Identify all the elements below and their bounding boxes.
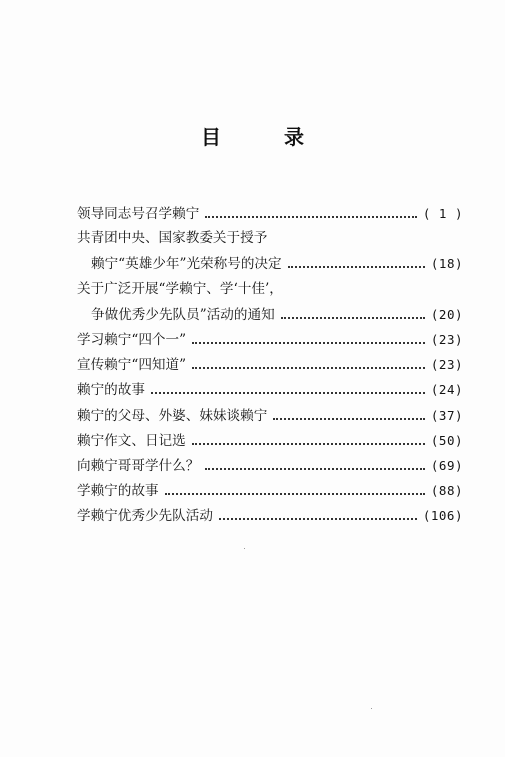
dot-leader: [192, 442, 425, 445]
toc-entry: [77, 377, 463, 402]
toc-entry: [77, 478, 463, 503]
dot-leader: [205, 467, 425, 470]
toc-entry: [77, 327, 463, 352]
toc-entry: [77, 201, 463, 226]
toc-entry-title: 关于广泛开展“学赖宁、学‘十佳’，: [77, 280, 283, 297]
toc-entry: [77, 428, 463, 453]
toc-entry-title: 争做优秀少先队员”活动的通知: [91, 306, 275, 323]
toc-entry-title: 赖宁作文、日记选: [77, 432, 186, 449]
dot-leader: [205, 215, 417, 218]
paper-speck: [244, 548, 245, 549]
table-of-contents: [77, 201, 463, 528]
toc-entry-page: (23): [430, 331, 463, 347]
dot-leader: [151, 391, 425, 394]
toc-entry-page: (20): [430, 306, 463, 322]
toc-entry-title: 学习赖宁“四个一”: [77, 331, 187, 348]
toc-entry: [77, 403, 463, 428]
toc-entry: [77, 226, 463, 251]
toc-entry: [77, 453, 463, 478]
toc-entry-title: 共青团中央、国家教委关于授予: [77, 230, 268, 247]
toc-entry: [77, 302, 463, 327]
toc-entry-title: 宣传赖宁“四知道”: [77, 357, 187, 374]
dot-leader: [281, 316, 425, 319]
toc-entry-page: (18): [430, 256, 463, 272]
toc-entry-title: 赖宁“英雄少年”光荣称号的决定: [91, 256, 282, 273]
toc-entry: [77, 277, 463, 302]
dot-leader: [192, 366, 425, 369]
toc-entry-title: 赖宁的父母、外婆、妹妹谈赖宁: [77, 407, 268, 424]
toc-entry-page: (106): [422, 508, 463, 524]
toc-entry-title: 向赖宁哥哥学什么？: [77, 457, 200, 474]
dot-leader: [273, 417, 425, 420]
toc-entry-page: (23): [430, 357, 463, 373]
toc-entry-title: 学赖宁优秀少先队活动: [77, 508, 213, 525]
dot-leader: [219, 517, 417, 520]
page-title: 目 录: [201, 125, 332, 149]
toc-entry-page: (24): [430, 382, 463, 398]
toc-entry: [77, 352, 463, 377]
toc-entry-title: 领导同志号召学赖宁: [77, 206, 200, 222]
toc-entry: [77, 251, 463, 276]
paper-speck: [371, 708, 372, 709]
toc-entry-title: 赖宁的故事: [77, 382, 145, 399]
toc-entry-title: 学赖宁的故事: [77, 483, 159, 500]
toc-entry: [77, 503, 463, 528]
dot-leader: [288, 265, 425, 268]
toc-entry-page: ( 1 ): [422, 206, 463, 221]
toc-entry-page: (88): [430, 483, 463, 499]
toc-entry-page: (69): [430, 457, 463, 473]
dot-leader: [192, 341, 425, 344]
dot-leader: [165, 492, 425, 495]
toc-entry-page: (50): [430, 432, 463, 448]
toc-entry-page: (37): [430, 407, 463, 423]
